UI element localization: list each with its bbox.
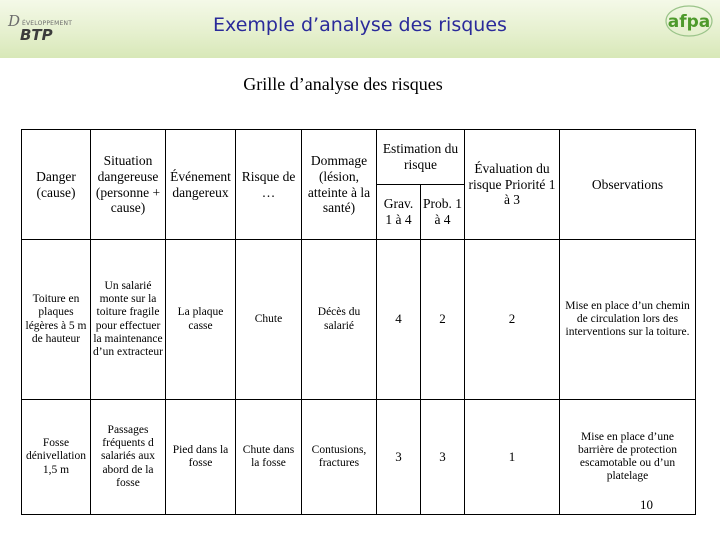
cell-grav: 4 <box>377 240 421 400</box>
logo-small-text: ÉVELOPPEMENT <box>22 20 73 27</box>
cell-observations: Mise en place d’un chemin de circulation lors des interventions sur la toiture. <box>560 240 696 400</box>
afpa-logo-text: afpa <box>667 12 711 32</box>
cell-situation: Passages fréquents d salariés aux abord de la fosse <box>91 400 166 515</box>
slide-header <box>0 0 720 58</box>
cell-grav: 3 <box>377 400 421 515</box>
cell-evenement: La plaque casse <box>166 240 236 400</box>
cell-prob: 2 <box>421 240 465 400</box>
cell-risque: Chute <box>236 240 302 400</box>
header-row-1 <box>22 130 696 185</box>
table-row <box>22 240 696 400</box>
cell-dommage: Décès du salarié <box>302 240 377 400</box>
header-danger: Danger (cause) <box>22 130 91 240</box>
page-number: 10 <box>640 497 653 512</box>
logo-btp-text: BTP <box>20 26 53 44</box>
header-prob: Prob. 1 à 4 <box>421 185 465 240</box>
cell-danger: Toiture en plaques légères à 5 m de hauteur <box>22 240 91 400</box>
header-evenement: Événement dangereux <box>166 130 236 240</box>
header-evaluation: Évaluation du risque Priorité 1 à 3 <box>465 130 560 240</box>
header-risque: Risque de … <box>236 130 302 240</box>
cell-observations: Mise en place d’une barrière de protection escamotable ou d’un platelage <box>560 400 696 515</box>
cell-dommage: Contusions, fractures <box>302 400 377 515</box>
cell-situation: Un salarié monte sur la toiture fragile pour effectuer la maintenance d’un extracteur <box>91 240 166 400</box>
cell-risque: Chute dans la fosse <box>236 400 302 515</box>
header-dommage: Dommage (lésion, atteinte à la santé) <box>302 130 377 240</box>
afpa-logo <box>664 4 714 38</box>
table-row <box>22 400 696 515</box>
header-grav: Grav. 1 à 4 <box>377 185 421 240</box>
risk-analysis-table <box>21 129 696 515</box>
header-observations: Observations <box>560 130 696 240</box>
cell-evaluation: 2 <box>465 240 560 400</box>
cell-danger: Fosse dénivellation 1,5 m <box>22 400 91 515</box>
header-title: Exemple d’analyse des risques <box>213 14 507 36</box>
cell-prob: 3 <box>421 400 465 515</box>
header-situation: Situation dangereuse (personne + cause) <box>91 130 166 240</box>
cell-evenement: Pied dans la fosse <box>166 400 236 515</box>
cell-evaluation: 1 <box>465 400 560 515</box>
header-estimation: Estimation du risque <box>377 130 465 185</box>
page-subtitle: Grille d’analyse des risques <box>243 74 443 94</box>
logo-letter: D <box>8 12 21 30</box>
